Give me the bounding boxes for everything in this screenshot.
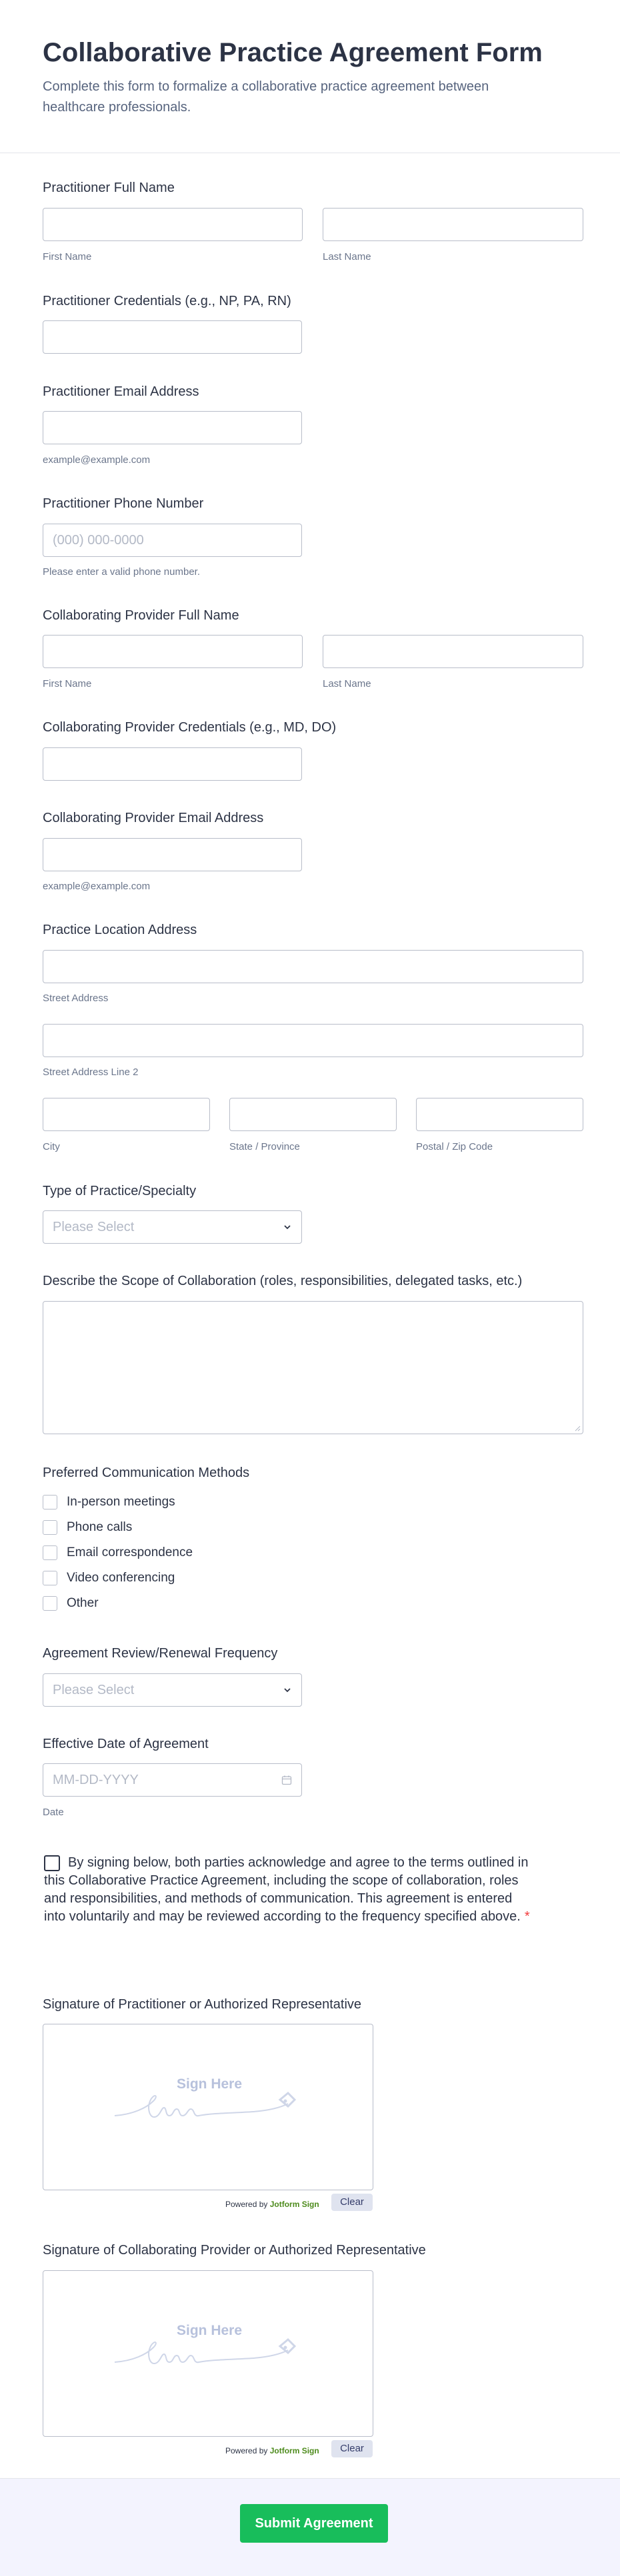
- checkbox[interactable]: [43, 1571, 57, 1585]
- option-label: Email correspondence: [67, 1545, 193, 1559]
- powered-by-text: Powered by: [225, 2200, 268, 2209]
- jotform-sign-link[interactable]: Jotform Sign: [269, 2200, 319, 2209]
- street-address-line2-input[interactable]: [43, 1024, 583, 1057]
- street-address-sublabel: Street Address: [43, 993, 109, 1004]
- signature-scribble-icon: [113, 2088, 300, 2124]
- address-label: Practice Location Address: [43, 923, 197, 937]
- jotform-sign-link[interactable]: Jotform Sign: [269, 2446, 319, 2455]
- sign-here-text: Sign Here: [177, 2076, 243, 2092]
- terms-text: [44, 1854, 531, 1926]
- provider-email-input[interactable]: [43, 838, 302, 871]
- date-placeholder: MM-DD-YYYY: [53, 1773, 139, 1787]
- scope-label: Describe the Scope of Collaboration (roles, responsibilities, delegated tasks, etc.): [43, 1274, 523, 1288]
- sign-here-text: Sign Here: [177, 2323, 243, 2338]
- provider-email-label: Collaborating Provider Email Address: [43, 811, 264, 825]
- communication-option-in-person[interactable]: [43, 1493, 175, 1511]
- checkbox[interactable]: [43, 1545, 57, 1560]
- city-sublabel: City: [43, 1141, 60, 1152]
- practitioner-phone-label: Practitioner Phone Number: [43, 496, 204, 511]
- practitioner-credentials-label: Practitioner Credentials (e.g., NP, PA, RN): [43, 294, 291, 308]
- signature-practitioner-pad[interactable]: [43, 2024, 373, 2190]
- street-address-line2-sublabel: Street Address Line 2: [43, 1067, 139, 1078]
- practitioner-first-name-input[interactable]: [43, 208, 303, 241]
- provider-first-name-sublabel: First Name: [43, 678, 92, 689]
- first-name-sublabel: First Name: [43, 251, 92, 262]
- provider-name-label: Collaborating Provider Full Name: [43, 608, 239, 623]
- effective-date-hint: Date: [43, 1807, 64, 1818]
- clear-signature-button[interactable]: Clear: [331, 2194, 373, 2211]
- scope-textarea[interactable]: [43, 1301, 583, 1434]
- form-footer: [0, 2478, 620, 2576]
- powered-by-jotform: [225, 2446, 319, 2455]
- required-mark: *: [524, 1909, 530, 1924]
- provider-first-name-input[interactable]: [43, 635, 303, 668]
- state-input[interactable]: [229, 1098, 397, 1131]
- zip-input[interactable]: [416, 1098, 583, 1131]
- calendar-icon[interactable]: [281, 1775, 292, 1785]
- form-title: Collaborative Practice Agreement Form: [43, 38, 543, 67]
- option-label: In-person meetings: [67, 1495, 175, 1509]
- powered-by-jotform: [225, 2200, 319, 2209]
- practitioner-phone-input[interactable]: [43, 524, 302, 557]
- signature-provider-label: Signature of Collaborating Provider or Authorized Representative: [43, 2243, 426, 2258]
- chevron-down-icon: [284, 1224, 291, 1230]
- option-label: Video conferencing: [67, 1571, 175, 1585]
- provider-last-name-sublabel: Last Name: [323, 678, 371, 689]
- last-name-sublabel: Last Name: [323, 251, 371, 262]
- state-sublabel: State / Province: [229, 1141, 300, 1152]
- provider-credentials-label: Collaborating Provider Credentials (e.g., MD, DO): [43, 720, 337, 735]
- communication-option-other[interactable]: [43, 1594, 99, 1613]
- communication-option-email[interactable]: [43, 1543, 193, 1562]
- effective-date-input[interactable]: [43, 1763, 302, 1797]
- street-address-input[interactable]: [43, 950, 583, 983]
- form-subtitle: Complete this form to formalize a collaborative practice agreement between healthcare professionals.: [43, 79, 489, 115]
- practitioner-credentials-input[interactable]: [43, 320, 302, 354]
- practitioner-email-hint: example@example.com: [43, 454, 151, 466]
- provider-last-name-input[interactable]: [323, 635, 583, 668]
- city-input[interactable]: [43, 1098, 210, 1131]
- option-label: Other: [67, 1596, 99, 1610]
- chevron-down-icon: [284, 1687, 291, 1693]
- review-frequency-select[interactable]: [43, 1673, 302, 1707]
- signature-practitioner-label: Signature of Practitioner or Authorized Representative: [43, 1997, 362, 2012]
- specialty-label: Type of Practice/Specialty: [43, 1184, 197, 1198]
- zip-sublabel: Postal / Zip Code: [416, 1141, 493, 1152]
- option-label: Phone calls: [67, 1520, 133, 1534]
- signature-scribble-icon: [113, 2334, 300, 2371]
- communication-option-phone[interactable]: [43, 1518, 132, 1537]
- provider-email-hint: example@example.com: [43, 881, 151, 892]
- specialty-placeholder: Please Select: [53, 1220, 135, 1234]
- practitioner-phone-hint: Please enter a valid phone number.: [43, 566, 200, 578]
- practitioner-email-input[interactable]: [43, 411, 302, 444]
- practitioner-last-name-input[interactable]: [323, 208, 583, 241]
- clear-signature-button[interactable]: Clear: [331, 2440, 373, 2457]
- communication-option-video[interactable]: [43, 1569, 175, 1587]
- signature-provider-pad[interactable]: [43, 2270, 373, 2437]
- resize-handle-icon[interactable]: [574, 1425, 581, 1432]
- phone-placeholder: (000) 000-0000: [53, 533, 144, 548]
- form-header: [0, 0, 620, 153]
- effective-date-label: Effective Date of Agreement: [43, 1737, 209, 1751]
- checkbox[interactable]: [43, 1520, 57, 1535]
- practitioner-email-label: Practitioner Email Address: [43, 384, 199, 399]
- powered-by-text: Powered by: [225, 2446, 268, 2455]
- practitioner-name-label: Practitioner Full Name: [43, 181, 175, 195]
- review-frequency-placeholder: Please Select: [53, 1683, 135, 1697]
- provider-credentials-input[interactable]: [43, 747, 302, 781]
- terms-body: By signing below, both parties acknowledge and agree to the terms outlined in this Collaborative Practice Agreement, including the scope of collaboration, roles and responsibilities, and methods of communication. This agreement is entered into voluntarily and may be reviewed according to the frequency specified above.: [44, 1855, 529, 1924]
- specialty-select[interactable]: [43, 1210, 302, 1244]
- communication-label: Preferred Communication Methods: [43, 1466, 250, 1480]
- review-frequency-label: Agreement Review/Renewal Frequency: [43, 1646, 278, 1661]
- checkbox[interactable]: [43, 1596, 57, 1611]
- submit-button[interactable]: Submit Agreement: [240, 2504, 388, 2543]
- checkbox[interactable]: [43, 1495, 57, 1509]
